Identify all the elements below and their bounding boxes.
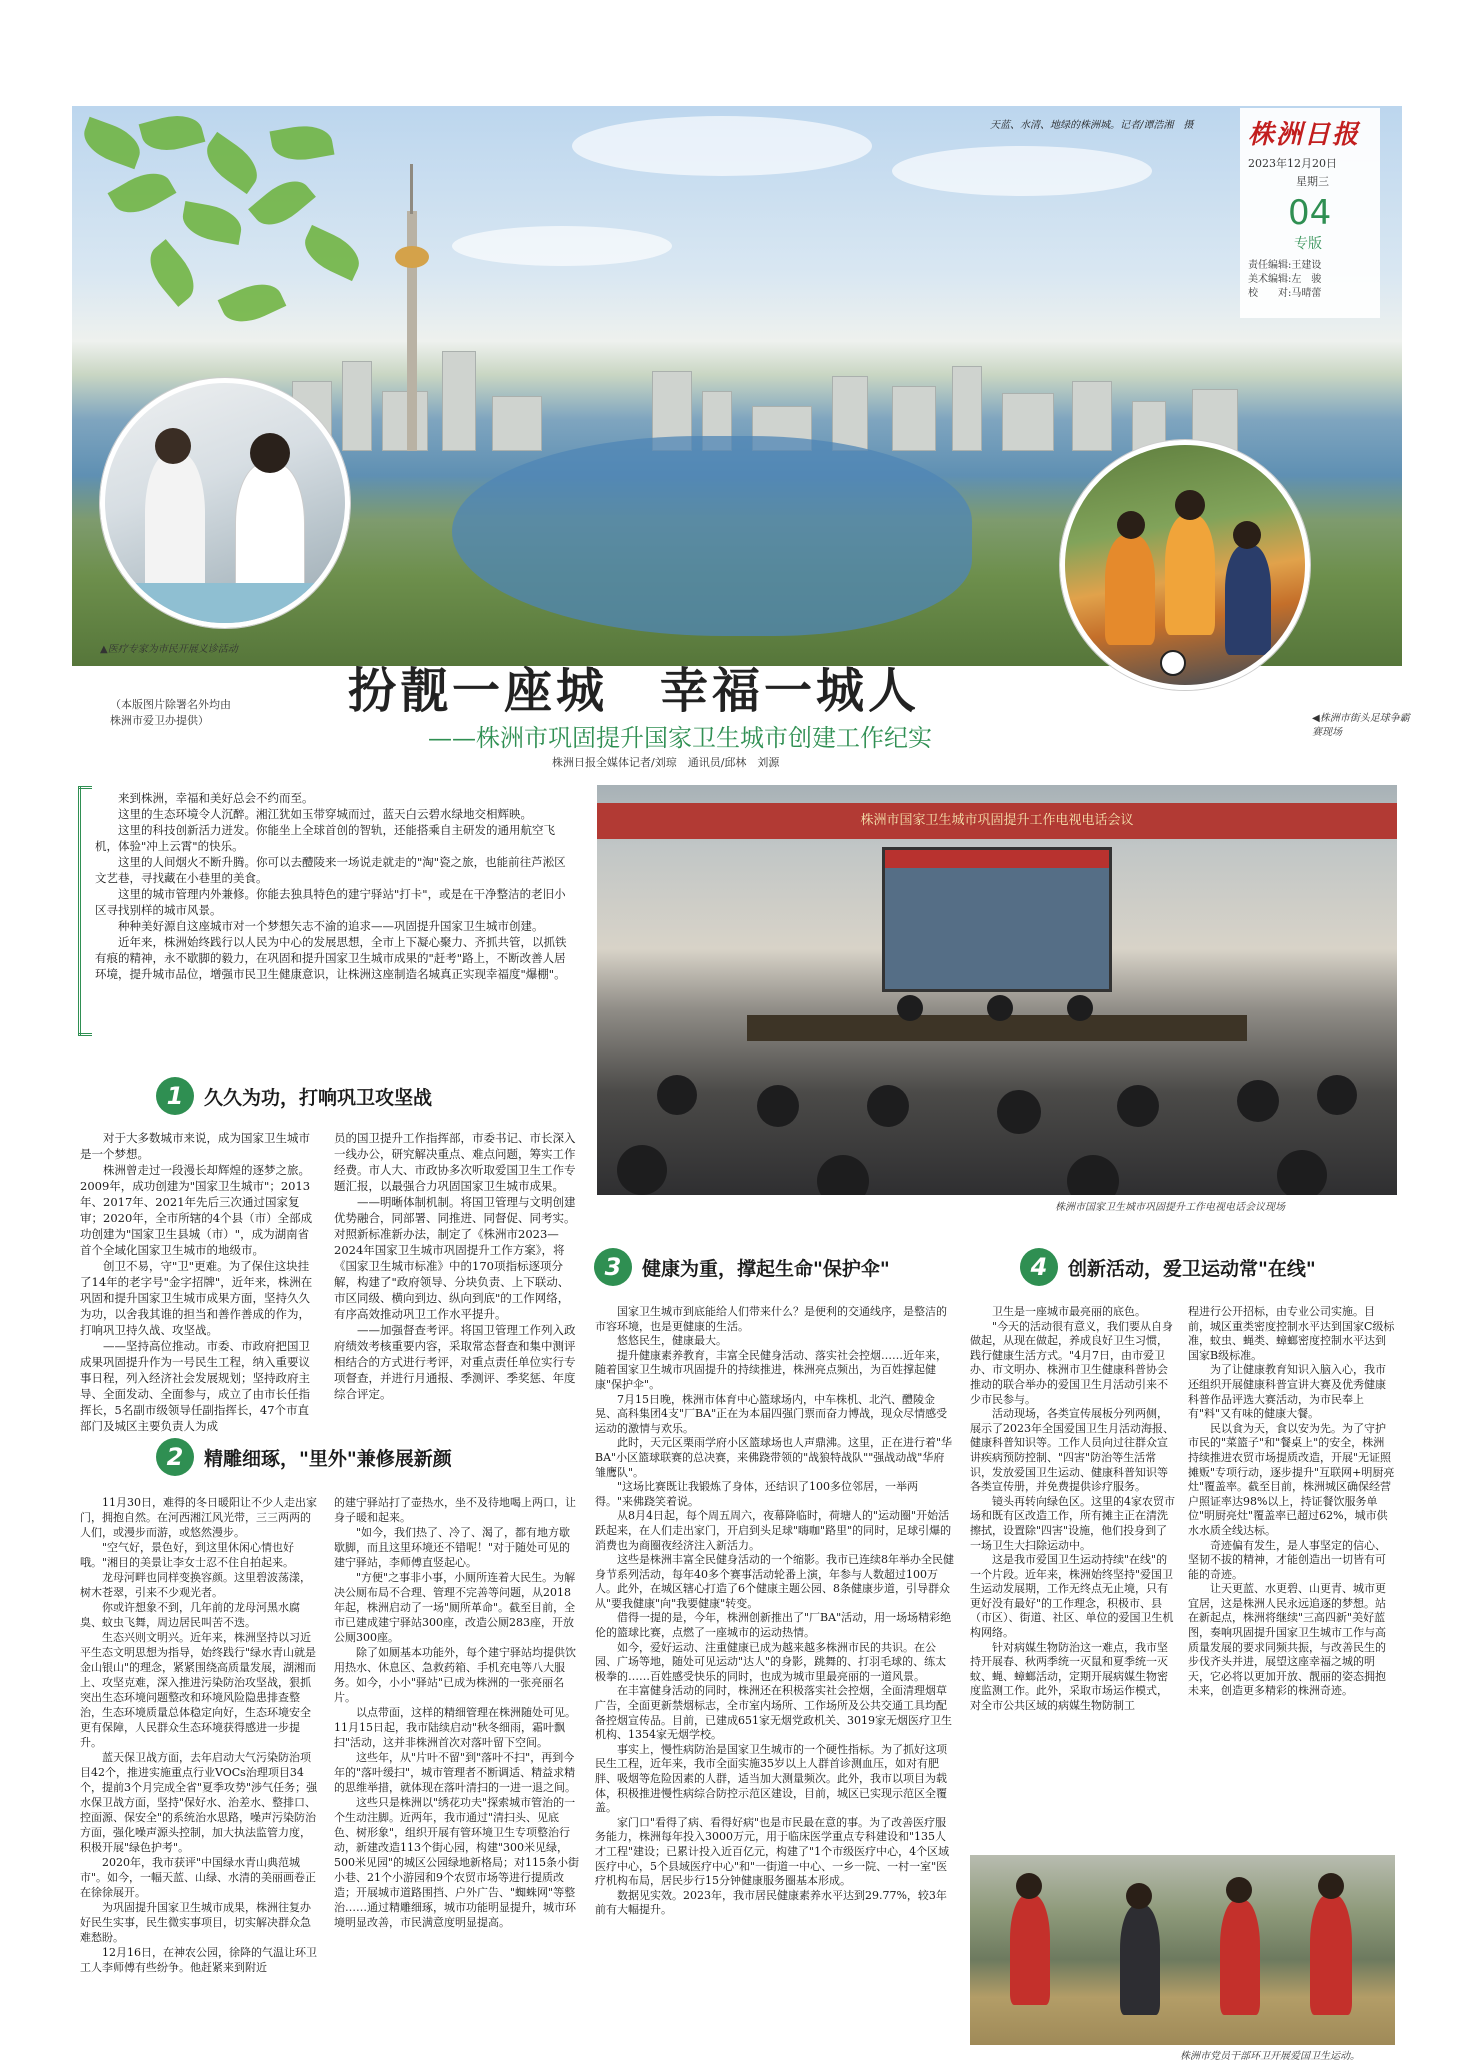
clinic-caption: ▲医疗专家为市民开展义诊活动 [100, 644, 238, 655]
person-head [1317, 1075, 1357, 1115]
section-4-number: 4 [1020, 1248, 1058, 1286]
street-cleaning-photo [970, 1855, 1395, 2045]
main-headline: 扮靓一座城 幸福一城人 [348, 663, 921, 719]
paragraph: 国家卫生城市到底能给人们带来什么？是便利的交通线序，是整洁的市容环境，也是更健康的生活。 [595, 1305, 947, 1333]
paragraph: 为了让健康教育知识入脑入心，我市还组织开展健康科普宣讲大赛及优秀健康科普作品评选大赛活动，为市民奉上有"料"又有味的健康大餐。 [1188, 1363, 1386, 1421]
paragraph: 为巩固提升国家卫生城市成果，株洲往复办好民生实事，民生微实事项目，切实解决群众急难愁盼。 [80, 1901, 311, 1944]
section-2-heading [156, 1438, 452, 1476]
meeting-photo [597, 785, 1397, 1195]
newspaper-logo: 株洲日报 [1248, 120, 1361, 150]
lead-paragraph: 这里的人间烟火不断升腾。你可以去醴陵来一场说走就走的"淘"瓷之旅，也能前往芦淞区文艺巷，寻找藏在小巷里的美食。 [95, 855, 566, 885]
paragraph: 事实上，慢性病防治是国家卫生城市的一个硬性指标。为了抓好这项民生工程，近年来，我市全面实施35岁以上人群首诊测血压，如对有肥胖、吸烟等危险因素的人群，适当加大测量频次。此外，我市以项目为载体，积极推进慢性病综合防控示范区建设，目前，城区已实现示范区全覆盖。 [595, 1742, 947, 1815]
person-head [617, 1145, 667, 1195]
person-head [1237, 1080, 1279, 1122]
person-head [1117, 1085, 1159, 1127]
paragraph: 株洲曾走过一段漫长却辉煌的逐梦之旅。2009年，成功创建为"国家卫生城市"；2013年、2017年、2021年先后三次通过国家复审；2020年，全市所辖的4个县（市）全部成功创建为"国家卫生县城（市）"，成为湖南省首个全域化国家卫生城市的地级市。 [80, 1163, 313, 1257]
lead-paragraph: 来到株洲，幸福和美好总会不约而至。 [118, 791, 314, 805]
person-head [897, 995, 923, 1021]
lake [452, 436, 972, 636]
lead-paragraph: 这里的城市管理内外兼修。你能去独具特色的建宁驿站"打卡"，或是在干净整洁的老旧小区寻找别样的城市风景。 [95, 887, 566, 917]
paragraph: 活动现场，各类宣传展板分列两侧，展示了2023年全国爱国卫生月活动海报、健康科普知识等。工作人员向过往群众宣讲疾病预防控制、"四害"防治等生活常识，发放爱国卫生运动、健康科普知识等各类宣传册，并免费提供诊疗服务。 [970, 1407, 1174, 1494]
staff-line: 校 对:马晴蕾 [1248, 288, 1322, 299]
note-line: 株洲市爱卫办提供） [110, 714, 209, 727]
paragraph: 程进行公开招标，由专业公司实施。目前，城区重类密度控制水平达到国家C级标准，蚊虫、蝇类、蟑螂密度控制水平达到国家B级标准。 [1188, 1305, 1395, 1362]
paragraph: 在丰富健身活动的同时，株洲还在积极落实社会控烟，全面清理烟草广告，全面更新禁烟标志，全市室内场所、工作场所及公共交通工具均配备控烟宣传品。目前，已建成651家无烟党政机关、3019家无烟医疗卫生机构、1354家无烟学校。 [595, 1684, 952, 1742]
image-credit-note [110, 697, 231, 729]
paragraph: 这是我市爱国卫生运动持续"在线"的一个片段。近年来，株洲始终坚持"爱国卫生运动发展期，工作无终点无止境，只有更好没有最好"的工作理念，积极市、县（市区）、街道、社区、单位的爱国卫生机构网络。 [970, 1553, 1174, 1640]
meeting-banner [597, 803, 1397, 839]
clinic-photo [100, 378, 350, 628]
section-4-title: 创新活动，爱卫运动常"在线" [1068, 1257, 1316, 1280]
staff-line: 美术编辑:左 骏 [1248, 274, 1322, 285]
person-head [867, 1085, 909, 1127]
photo-credit: 天蓝、水清、地绿的株洲城。记者/谭浩湘 摄 [990, 120, 1194, 131]
paragraph: 蓝天保卫战方面，去年启动大气污染防治项目42个，推进实施重点行业VOCs治理项目34个，提前3个月完成全省"夏季攻势"涉气任务；强水保卫战方面，坚持"保好水、治差水、整排口、控面源、保安全"的系统治水思路，噪声污染防治方面，强化噪声源头控制，加大执法监管力度，积极开展"绿色护考"。 [80, 1751, 318, 1854]
issue-weekday: 星期三 [1296, 175, 1329, 188]
person-head [1277, 1150, 1327, 1195]
staff-line: 责任编辑:王建设 [1248, 260, 1322, 271]
paragraph: 员的国卫提升工作指挥部，市委书记、市长深入一线办公，研究解决重点、难点问题，筹实工作经费。市人大、市政协多次听取爱国卫生工作专题汇报，以最强合力巩固国家卫生城市成果。 [334, 1131, 576, 1193]
meeting-banner-text: 株洲市国家卫生城市巩固提升工作电视电话会议 [860, 813, 1134, 828]
lead-paragraph: 近年来，株洲始终践行以人民为中心的发展思想，全市上下凝心聚力、齐抓共管，以抓铁有痕的精神，永不歇脚的毅力，在巩固和提升国家卫生城市成果的"赶考"路上，不断改善人居环境，提升城市品位，增强市民卫生健康意识，让株洲这座制造名城真正实现幸福度"爆棚"。 [95, 935, 567, 981]
paragraph: ——明晰体制机制。将国卫管理与文明创建优势融合，同部署、同推进、同督促、同考实。对照新标准新办法，制定了《株洲市2023—2024年国家卫生城市巩固提升工作方案》，将《国家卫生城市标准》中的170项指标逐项分解，构建了"政府领导、分块负责、上下联动、市区同级、横向到边、纵向到底"的工作网络，有序高效推动巩卫工作水平提升。 [334, 1195, 576, 1321]
paragraph: 这些年，从"片叶不留"到"落叶不扫"，再到今年的"落叶缓扫"，城市管理者不断调适、精益求精的思维举措，就体现在落叶清扫的一进一退之间。 [334, 1751, 576, 1794]
paragraph: "如今，我们热了、冷了、渴了，都有地方歇歇脚，而且这里环境还不错呢！"对于随处可见的建宁驿站，李师傅直竖起心。 [334, 1526, 571, 1569]
paragraph: 这些是株洲丰富全民健身活动的一个缩影。我市已连续8年举办全民健身节系列活动，每年40多个赛事活动轮番上演，年参与人数超过100万人。此外，在城区辖心打造了6个健康主题公园、8条健康步道，引导群众从"要我健康"向"我要健康"转变。 [595, 1553, 954, 1610]
paragraph: 你或许想象不到，几年前的龙母河黑水腐臭、蚊虫飞舞，周边居民叫苦不迭。 [80, 1601, 300, 1629]
paragraph: 创卫不易，守"卫"更难。为了保住这块挂了14年的老字号"金字招牌"，近年来，株洲在巩固和提升国家卫生城市成果方面，坚持久久为功，以舍我其谁的担当和善作善成的作为，打响巩卫持久战、攻坚战。 [80, 1259, 313, 1337]
paragraph: 针对病媒生物防治这一难点，我市坚持开展春、秋两季统一灭鼠和夏季统一灭蚊、蝇、蟑螂活动，定期开展病媒生物密度监测工作。此外，采取市场运作模式，对全市公共区域的病媒生物防制工 [970, 1640, 1168, 1713]
paragraph: 民以食为天，食以安为先。为了守护市民的"菜篮子"和"餐桌上"的安全，株洲持续推进农贸市场提质改造，开展"无证照摊贩"专项行动，逐步提升"互联网+明厨亮灶"覆盖率。截至目前，株洲城区确保经营户照证率达98%以上，持证餐饮服务单位"明厨亮灶"覆盖率已超过62%，城市供水水质全线达标。 [1188, 1421, 1395, 1537]
section-4-left-column [970, 1305, 1175, 1714]
section-1-right-column [334, 1130, 580, 1402]
page-number: 04 [1288, 193, 1332, 233]
section-1-title: 久久为功，打响巩卫攻坚战 [204, 1086, 433, 1109]
paragraph: 奇迹偏有发生，是人事坚定的信心、坚韧不拔的精神，才能创造出一切皆有可能的奇迹。 [1188, 1538, 1386, 1581]
lead-paragraph: 这里的科技创新活力迸发。你能坐上全球首创的智轨，还能搭乘自主研发的通用航空飞机，体验"冲上云霄"的快乐。 [95, 823, 555, 853]
paragraph: 此时，天元区栗雨学府小区篮球场也人声鼎沸。这里，正在进行着"华BA"小区篮球联赛的总决赛，来佛跷带领的"战狼特战队""强战动战"华府雏鹰队"。 [595, 1436, 953, 1479]
paragraph: 7月15日晚，株洲市体育中心篮球场内，中车株机、北汽、醴陵金晃、高科集团4支"厂BA"正在为本届四强门票而奋力博战，现众尽情感受运动的激情与欢乐。 [595, 1392, 948, 1435]
paragraph: 对于大多数城市来说，成为国家卫生城市是一个梦想。 [80, 1131, 310, 1161]
section-label: 专版 [1294, 236, 1322, 252]
issue-date: 2023年12月20日 [1248, 157, 1337, 170]
city-skyline [292, 341, 1292, 451]
paragraph: 让天更蓝、水更碧、山更青、城市更宜居，这是株洲人民永远追逐的梦想。站在新起点，株洲将继续"三高四新"美好蓝图，奏响巩固提升国家卫生城市工作与高质量发展的要求同频共振，与改善民生的步伐齐头并进，展望这座幸福之城的明天，它必将以更加开放、靓丽的姿态拥抱未来，创造更多精彩的株洲奇迹。 [1188, 1582, 1386, 1698]
section-2-title: 精雕细琢，"里外"兼修展新颜 [204, 1447, 452, 1470]
paragraph: 卫生是一座城市最亮丽的底色。 [992, 1305, 1146, 1318]
paragraph: 如今，爱好运动、注重健康已成为越来越多株洲市民的共识。在公园、广场等地，随处可见运动"达人"的身影，跳舞的、打羽毛球的、练太极拳的……百姓感受快乐的同时，也成为城市里最亮丽的一道风景。 [595, 1640, 947, 1683]
section-2-left-column [80, 1495, 320, 1975]
byline: 株洲日报全媒体记者/刘琼 通讯员/邱林 刘源 [552, 756, 780, 769]
person-head [997, 1090, 1041, 1134]
section-3-number: 3 [594, 1248, 632, 1286]
paragraph: "今天的活动很有意义，我们要从自身做起，从现在做起，养成良好卫生习惯，践行健康生活方式。"4月7日，由市爱卫办、市文明办、株洲市卫生健康科普协会推动的联合举办的爱国卫生月活动引来不少市民参与。 [970, 1319, 1174, 1406]
paragraph: 除了如厕基本功能外，每个建宁驿站均提供饮用热水、休息区、急救药箱、手机充电等八大服务。如今，小小"驿站"已成为株洲的一张亮丽名片。 [334, 1646, 576, 1704]
sub-headline: ——株洲市巩固提升国家卫生城市创建工作纪实 [428, 724, 932, 752]
lead-paragraph: 这里的生态环境令人沉醉。湘江犹如玉带穿城而过，蓝天白云碧水绿地交相辉映。 [118, 807, 532, 821]
section-3-heading [594, 1248, 890, 1286]
football-caption: ◀株洲市街头足球争霸赛现场 [1312, 713, 1410, 738]
street-caption: 株洲市党员干部环卫开展爱国卫生运动。 [1180, 2051, 1360, 2062]
person-head [987, 995, 1013, 1021]
paragraph: 生态兴则文明兴。近年来，株洲坚持以习近平生态文明思想为指导，始终践行"绿水青山就是金山银山"的理念，紧紧围绕高质量发展，湖湘而上、攻坚克难，深入推进污染防治攻坚战，狠抓突出生态环境问题整改和环境风险隐患排查整治，生态环境质量总体稳定向好，生态环境安全更有保障，人民群众生态环境获得感进一步提升。 [80, 1631, 317, 1749]
section-2-number: 2 [156, 1438, 194, 1476]
paragraph: 2020年，我市获评"中国绿水青山典范城市"。如今，一幅天蓝、山绿、水清的美丽画卷正在徐徐展开。 [80, 1856, 317, 1899]
lead-paragraph: 种种美好源自这座城市对一个梦想矢志不渝的追求——巩固提升国家卫生城市创建。 [118, 919, 544, 933]
paragraph: 镜头再转向绿色区。这里的4家农贸市场和既有区改造工作，所有摊主正在清洗擦拭，设置除"四害"设施，他们投身到了一场卫生大扫除运动中。 [970, 1494, 1175, 1552]
paragraph: ——坚持高位推动。市委、市政府把国卫成果巩固提升作为一号民生工程，纳入重要议事日程，列入经济社会发展规划；坚持政府主导、全面发动、全面参与，成立了由市长任指挥长，5名副市级领导任副指挥长，47个市直部门及城区主要负责人为成 [80, 1339, 310, 1433]
paragraph: "空气好，景色好，到这里休闲心情也好哦。"湘目的美景让李女士忍不住自拍起来。 [80, 1541, 295, 1569]
paragraph: "方便"之事非小事，小厕所连着大民生。为解决公厕布局不合理、管理不完善等问题，从2018年起，株洲启动了一场"厕所革命"。截至目前，全市已建成建宁驿站300座，改造公厕283座，开放公厕300座。 [334, 1571, 576, 1644]
paragraph: 家门口"看得了病、看得好病"也是市民最在意的事。为了改善医疗服务能力，株洲每年投入3000万元，用于临床医学重点专科建设和"135人才工程"建设；已累计投入近百亿元，构建了"1个市级医疗中心，4个区域医疗中心，5个县域医疗中心"和"一街道一中心、一乡一院、一村一室"医疗机构布局，居民步行15分钟健康服务圈基本形成。 [595, 1815, 950, 1888]
screen-banner [885, 850, 1109, 868]
video-screen [882, 847, 1112, 992]
paragraph: 悠悠民生，健康最大。 [617, 1334, 727, 1348]
football-photo [1060, 440, 1310, 690]
section-1-left-column [80, 1130, 320, 1434]
paragraph: 12月16日，在神农公园，徐降的气温让环卫工人李师傅有些纷争。他赶紧来到附近 [80, 1946, 317, 1974]
masthead [1240, 108, 1380, 318]
paragraph: 以点带面，这样的精细管理在株洲随处可见。11月15日起，我市陆续启动"秋冬细雨，霜叶飘扫"活动，这并非株洲首次对落叶留下空间。 [334, 1706, 576, 1749]
person-head [657, 1075, 697, 1115]
green-leaves-decoration [72, 106, 432, 406]
paragraph: 龙母河畔也同样变换容颜。这里碧波荡漾，树木苍翠，引来不少观光者。 [80, 1571, 311, 1599]
section-4-heading [1020, 1248, 1316, 1286]
paragraph: 借得一提的是，今年，株洲创新推出了"厂BA"活动，用一场场精彩绝伦的篮球比赛，点燃了一座城市的运动热情。 [595, 1611, 952, 1640]
section-2-right-column [334, 1495, 580, 1930]
paragraph: 从8月4日起，每个周五周六，夜幕降临时，荷塘人的"运动圈"开始活跃起来，在人们走出家门，开启到头足球"嗨咖"路里"的同时，足球引爆的消费也为商圈夜经济注入新活力。 [595, 1509, 952, 1552]
section-3-column [595, 1305, 955, 1918]
paragraph: ——加强督查考评。将国卫管理工作列入政府绩效考核重要内容，采取常态督查和集中测评相结合的方式进行考评，对重点责任单位实行专项督查，并进行月通报、季测评、季奖惩、年度综合评定。 [334, 1323, 576, 1401]
paragraph: 的建宁驿站打了壶热水，坐不及待地喝上两口，让身子暖和起来。 [334, 1496, 576, 1524]
section-1-number: 1 [156, 1077, 194, 1115]
meeting-caption: 株洲市国家卫生城市巩固提升工作电视电话会议现场 [1055, 1202, 1285, 1213]
person-head [1067, 1155, 1119, 1195]
note-line: （本版图片除署名外均由 [110, 698, 231, 711]
person-head [1067, 995, 1093, 1021]
paragraph: 11月30日，难得的冬日暖阳让不少人走出家门，拥抱自然。在河西湘江风光带，三三两两的人们，或漫步而游，或悠然漫步。 [80, 1496, 317, 1539]
section-1-heading [156, 1077, 432, 1115]
section-4-right-column [1188, 1305, 1395, 1699]
editorial-staff [1248, 259, 1372, 301]
paragraph: 数据见实效。2023年，我市居民健康素养水平达到29.77%，较3年前有大幅提升。 [595, 1888, 947, 1917]
paragraph: 这些只是株洲以"绣花功夫"探索城市管治的一个生动注脚。近两年，我市通过"清扫头、见底色、树形象"，组织开展有管环境卫生专项整治行动，新建改造113个街心园，构建"300米见绿，500米见园"的城区公园绿地新格局；对115条小街小巷、21个小游园和9个农贸市场等进行提质改造；开展城市道路围挡、户外广告、"蜘蛛网"等整治……通过精雕细琢，城市功能明显提升，城市环境明显改善，市民满意度明显提高。 [334, 1796, 580, 1929]
person-head [817, 1155, 869, 1195]
paragraph: 提升健康素养教育，丰富全民健身活动、落实社会控烟……近年来，随着国家卫生城市巩固提升的持续推进，株洲亮点频出，为百姓撑起健康"保护伞"。 [595, 1348, 947, 1391]
lead-paragraphs [78, 786, 578, 1036]
section-3-title: 健康为重，撑起生命"保护伞" [642, 1257, 890, 1280]
person-head [757, 1085, 799, 1127]
paragraph: "这场比赛既让我锻炼了身体，还结识了100多位邻居，一举两得。"来佛跷笑着说。 [595, 1480, 919, 1508]
